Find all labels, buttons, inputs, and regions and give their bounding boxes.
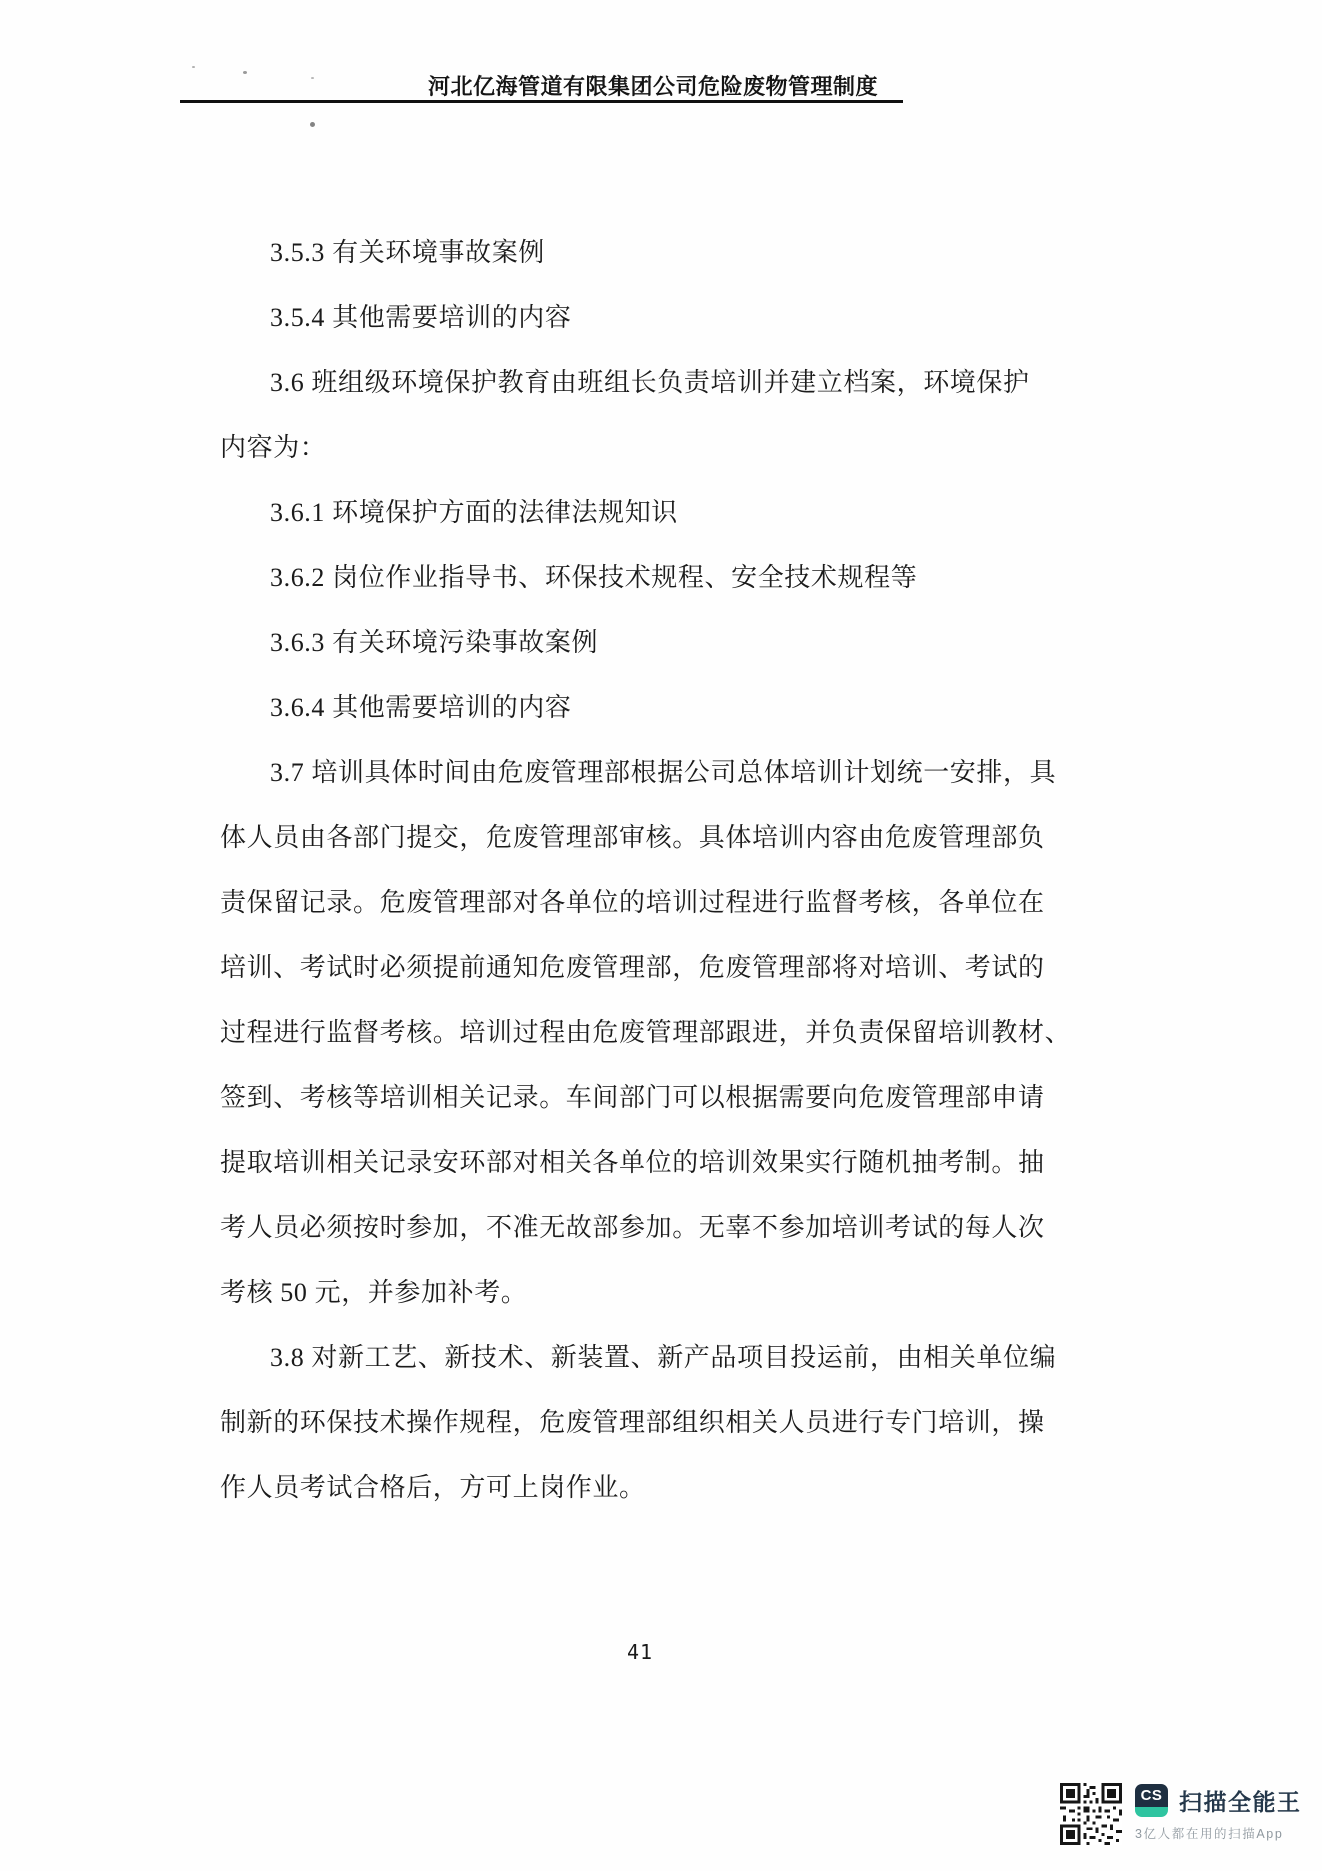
text-line: 3.5.3 有关环境事故案例 [270,238,545,267]
camscanner-logo-icon: CS [1135,1784,1168,1817]
text-line: 体人员由各部门提交，危废管理部审核。具体培训内容由危废管理部负 [220,823,1045,852]
text-line: 制新的环保技术操作规程，危废管理部组织相关人员进行专门培训，操 [220,1408,1045,1437]
camscanner-watermark [1060,1782,1302,1846]
text-line: 3.8 对新工艺、新技术、新装置、新产品项目投运前，由相关单位编 [270,1343,1057,1372]
text-line: 3.6.1 环境保护方面的法律法规知识 [270,498,678,527]
text-line: 内容为： [220,433,327,462]
text-line: 过程进行监督考核。培训过程由危废管理部跟进，并负责保留培训教材、 [220,1018,1072,1047]
text-line: 培训、考试时必须提前通知危废管理部，危废管理部将对培训、考试的 [220,953,1045,982]
document-body [220,220,1072,1520]
camscanner-tagline: 3亿人都在用的扫描App [1135,1827,1284,1841]
text-line: 3.6.3 有关环境污染事故案例 [270,628,599,657]
text-line: 责保留记录。危废管理部对各单位的培训过程进行监督考核，各单位在 [220,888,1045,917]
text-line: 3.6.4 其他需要培训的内容 [270,693,572,722]
qr-code-icon [1060,1782,1122,1846]
scan-speck [311,77,314,79]
page-number: 41 [626,1640,654,1664]
header-rule [180,100,903,103]
scan-speck [310,122,315,127]
text-line: 提取培训相关记录安环部对相关各单位的培训效果实行随机抽考制。抽 [220,1148,1045,1177]
scan-speck [192,66,195,68]
text-line: 考核 50 元，并参加补考。 [220,1278,528,1307]
camscanner-app-name: 扫描全能王 [1179,1789,1302,1815]
text-line: 签到、考核等培训相关记录。车间部门可以根据需要向危废管理部申请 [220,1083,1045,1112]
text-line: 3.6 班组级环境保护教育由班组长负责培训并建立档案，环境保护 [270,368,1030,397]
text-line: 3.6.2 岗位作业指导书、环保技术规程、安全技术规程等 [270,563,918,592]
scan-speck [243,71,247,74]
text-line: 考人员必须按时参加，不准无故部参加。无辜不参加培训考试的每人次 [220,1213,1045,1242]
text-line: 作人员考试合格后，方可上岗作业。 [220,1473,646,1502]
header-title: 河北亿海管道有限集团公司危险废物管理制度 [428,74,879,99]
text-line: 3.7 培训具体时间由危废管理部根据公司总体培训计划统一安排，具 [270,758,1057,787]
text-line: 3.5.4 其他需要培训的内容 [270,303,572,332]
